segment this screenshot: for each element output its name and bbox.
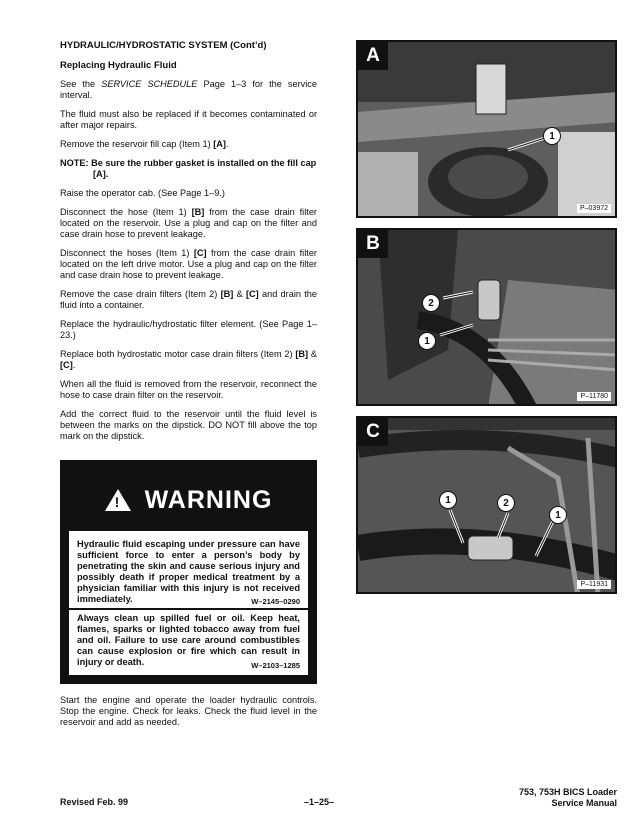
figure-b-callout-2: 2 — [422, 294, 440, 312]
paragraph-raise-cab: Raise the operator cab. (See Page 1–9.) — [60, 188, 225, 198]
footer-revised: Revised Feb. 99 — [60, 797, 129, 807]
figure-b-code: P–11780 — [577, 392, 611, 401]
paragraph-reconnect-hose: When all the fluid is removed from the reservoir, reconnect the hose to case drain filter on the reservoir. — [60, 379, 317, 400]
note-gasket: NOTE: Be sure the rubber gasket is installed on the fill cap [A]. — [60, 158, 317, 179]
instruction-column — [60, 40, 317, 450]
paragraph-disconnect-hose: Disconnect the hose (Item 1) [B] from the case drain filter located on the reservoir. Use a plug and cap on the filter and case drain hose to prevent leakage. — [60, 207, 317, 239]
figure-c-photo — [356, 416, 617, 594]
footer-manual-title — [519, 787, 617, 809]
warning-text-hydraulic: Hydraulic fluid escaping under pressure can have sufficient force to enter a person’s body by penetrating the skin and cause serious injury and possibly death if proper medical treatment by a physician familiar with this injury is not received immediately. — [77, 539, 300, 604]
paragraph-start-engine: Start the engine and operate the loader hydraulic controls. Stop the engine. Check for leaks. Check the fluid level in the reservoir and add as needed. — [60, 695, 317, 727]
warning-code-2: W–2103–1285 — [251, 661, 300, 670]
warning-triangle-icon: ! — [105, 489, 131, 511]
warning-title: WARNING — [144, 485, 273, 514]
subsection-title: Replacing Hydraulic Fluid — [60, 60, 177, 71]
paragraph-service-interval: See the SERVICE SCHEDULE Page 1–3 for the service interval. — [60, 79, 317, 100]
warning-code-1: W–2145–0290 — [251, 597, 300, 606]
paragraph-disconnect-hoses: Disconnect the hoses (Item 1) [C] from the case drain filter located on the left drive motor. Use a plug and cap on the filter and case drain hose to prevent leakage. — [60, 248, 317, 280]
paragraph-replace-drain-filters: Replace both hydrostatic motor case drain filters (Item 2) [B] & [C]. — [60, 349, 317, 370]
section-title: HYDRAULIC/HYDROSTATIC SYSTEM (Cont’d) — [60, 40, 267, 51]
footer-manual: Service Manual — [551, 798, 617, 808]
footer-page-number: –1–25– — [303, 797, 335, 807]
figure-c-callout-1b: 1 — [549, 506, 567, 524]
warning-header — [69, 469, 308, 531]
figure-c-code: P–11931 — [577, 580, 611, 589]
figure-b-image — [358, 230, 617, 406]
warning-box — [60, 460, 317, 684]
paragraph-add-fluid: Add the correct fluid to the reservoir until the fluid level is between the marks on the dipstick. DO NOT fill above the top mark on the dipstick. — [60, 409, 317, 441]
figure-b-callout-1: 1 — [418, 332, 436, 350]
figure-a-label: A — [358, 42, 388, 70]
figure-c-label: C — [358, 418, 388, 446]
figure-a-callout-1: 1 — [543, 127, 561, 145]
figure-b-label: B — [358, 230, 388, 258]
figure-b-photo — [356, 228, 617, 406]
paragraph-replace-element: Replace the hydraulic/hydrostatic filter element. (See Page 1–23.) — [60, 319, 317, 340]
figure-c-callout-1a: 1 — [439, 491, 457, 509]
figure-c-callout-2: 2 — [497, 494, 515, 512]
warning-text-fuel: Always clean up spilled fuel or oil. Keep heat, flames, sparks or lighted tobacco away from fuel and oil. Failure to use care around combustibles can cause explosion or fire which can result in injury or death. — [77, 613, 300, 667]
footer-model: 753, 753H BICS Loader — [518, 787, 617, 797]
figure-a-image — [358, 42, 617, 218]
paragraph-remove-filters: Remove the case drain filters (Item 2) [B] & [C] and drain the fluid into a container. — [60, 289, 317, 310]
paragraph-remove-cap: Remove the reservoir fill cap (Item 1) [A]. — [60, 139, 229, 149]
paragraph-fluid-replace: The fluid must also be replaced if it becomes contaminated or after major repairs. — [60, 109, 317, 130]
figure-a-photo — [356, 40, 617, 218]
figure-a-code: P–03972 — [577, 204, 611, 213]
warning-divider — [69, 608, 308, 610]
figure-c-image — [358, 418, 617, 594]
